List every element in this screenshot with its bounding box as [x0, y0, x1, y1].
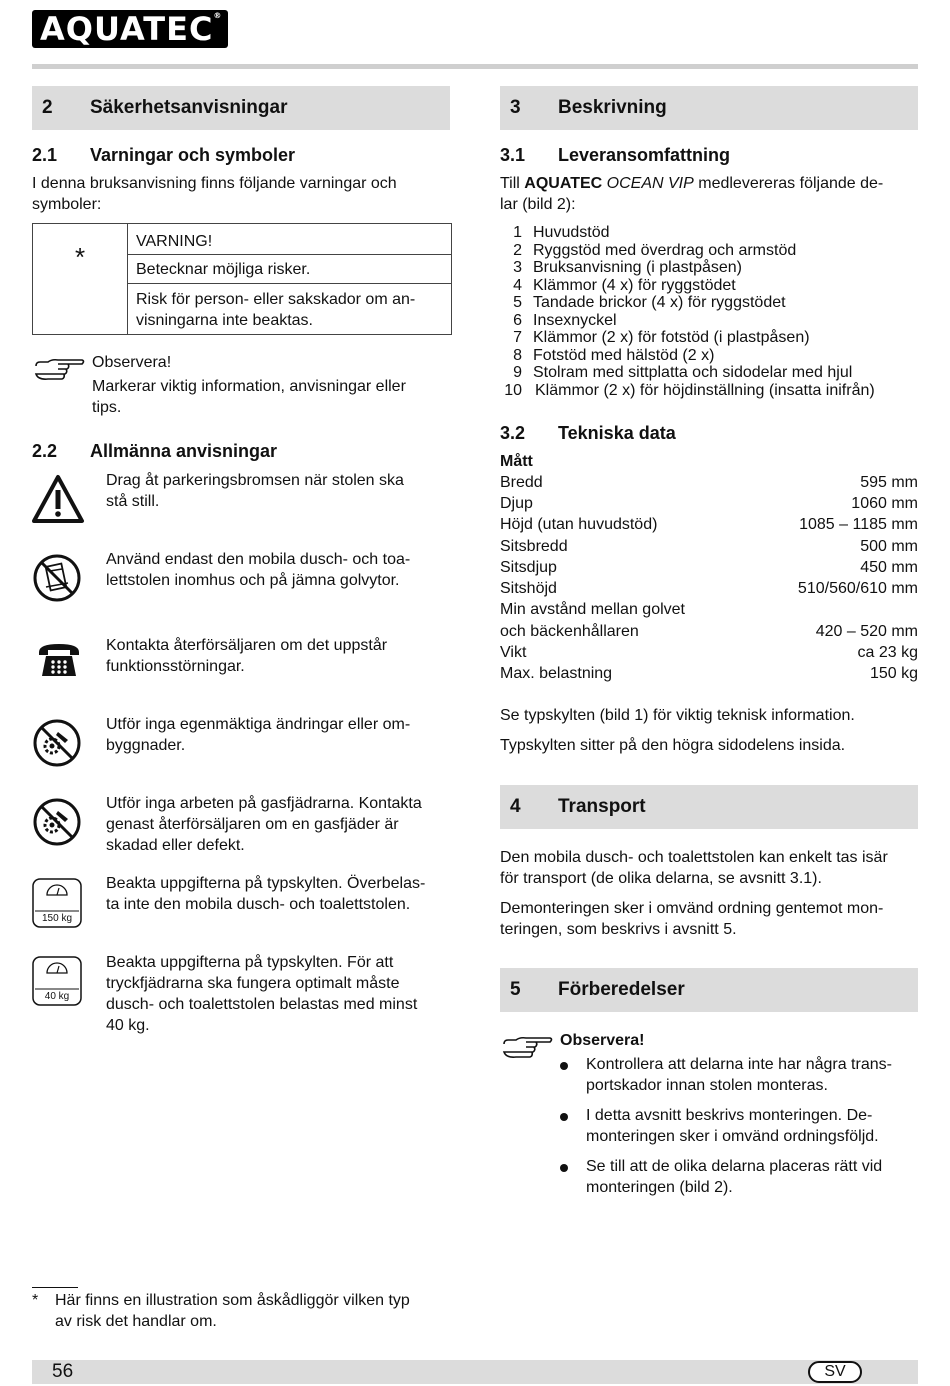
table-row: och bäckenhållaren 420 – 520 mm — [500, 623, 918, 640]
footnote-mark: * — [32, 1292, 39, 1309]
item-parking-brake: Drag åt parkeringsbromsen när stolen ska stå still. — [106, 472, 404, 510]
specs-heading: Mått — [500, 453, 533, 470]
list-item: 10 Klämmor (2 x) för höjdinställning (insatta inifrån) — [504, 381, 875, 399]
prep-note-title: Observera! — [560, 1032, 645, 1049]
no-gas-spring-work-icon — [32, 797, 82, 847]
item-no-gas-spring-work: Utför inga arbeten på gasfjädrarna. Kontakta genast återförsäljaren om en gasfjäder är skadad eller defekt. — [106, 795, 422, 854]
item-overload-warning: Beakta uppgifterna på typskylten. Överbelas- ta inte den mobila dusch- och toalettstolen. — [106, 875, 426, 913]
list-item: 4 Klämmor (4 x) för ryggstödet — [513, 276, 736, 294]
table-row: Bredd 595 mm — [500, 474, 918, 491]
transport-paragraph-2: Demonteringen sker i omvänd ordning gentemot mon- teringen, som beskrivs i avsnitt 5. — [500, 900, 884, 938]
table-row: Sitsdjup 450 mm — [500, 559, 918, 576]
list-item: 9 Stolram med sittplatta och sidodelar med hjul — [513, 364, 853, 381]
section-3-2-heading: 3.2 Tekniska data — [500, 423, 676, 443]
list-item: 1 Huvudstöd — [513, 224, 610, 241]
section-3-heading: 3 Beskrivning — [500, 86, 918, 130]
typeplate-location: Typskylten sitter på den högra sidodelens insida. — [500, 737, 846, 754]
no-outdoor-use-icon — [32, 553, 82, 603]
warning-line2: Risk för person- eller sakskador om an- visningarna inte beaktas. — [136, 291, 416, 329]
aquatec-logo: AQUATEC® — [32, 10, 228, 48]
transport-paragraph-1: Den mobila dusch- och toalettstolen kan enkelt tas isär för transport (de olika delarna, se avsnitt 3.1). — [500, 849, 888, 887]
item-contact-dealer: Kontakta återförsäljaren om det uppstår funktionsstörningar. — [106, 637, 388, 675]
section-2-1-intro: I denna bruksanvisning finns följande varningar och symboler: — [32, 175, 397, 213]
section-3-1-intro: Till AQUATEC OCEAN VIP medlevereras följande de- lar (bild 2): — [500, 175, 884, 213]
section-2-2-heading: 2.2 Allmänna anvisningar — [32, 441, 278, 461]
language-badge: SV — [808, 1361, 862, 1383]
warning-symbol: * — [75, 242, 86, 272]
table-row: Sitshöjd 510/560/610 mm — [500, 580, 918, 597]
header-divider — [32, 64, 918, 69]
section-2-heading: 2 Säkerhetsanvisningar — [32, 86, 450, 130]
item-indoor-use: Använd endast den mobila dusch- och toa- lettstolen inomhus och på jämna golvytor. — [106, 551, 411, 589]
note-text: Markerar viktig information, anvisningar eller tips. — [92, 378, 406, 416]
pointing-hand-icon — [502, 1034, 554, 1064]
section-2-1-heading: 2.1 Varningar och symboler — [32, 145, 296, 165]
list-item: 5 Tandade brickor (4 x) för ryggstödet — [513, 294, 786, 311]
telephone-icon — [36, 640, 82, 678]
footer-bar — [32, 1360, 918, 1384]
note-title: Observera! — [92, 354, 172, 371]
section-4-heading: 4 Transport — [500, 785, 918, 829]
scale-40kg-icon: 40 kg — [32, 956, 82, 1006]
section-5-heading: 5 Förberedelser — [500, 968, 918, 1012]
table-row: Höjd (utan huvudstöd) 1085 – 1185 mm — [500, 516, 918, 533]
list-item: 2 Ryggstöd med överdrag och armstöd — [513, 241, 797, 259]
warning-title: VARNING! — [136, 233, 213, 250]
item-no-modifications: Utför inga egenmäktiga ändringar eller om- byggnader. — [106, 716, 411, 754]
no-modifications-icon — [32, 718, 82, 768]
list-item: 7 Klämmor (2 x) för fotstöd (i plastpåsen) — [513, 329, 810, 346]
typeplate-note: Se typskylten (bild 1) för viktig teknisk information. — [500, 707, 855, 724]
item-minimum-load: Beakta uppgifterna på typskylten. För att tryckfjädrarna ska fungera optimalt måste dusch- och toalettstolen belastas med minst 40 kg. — [106, 954, 418, 1034]
pointing-hand-icon — [34, 356, 86, 386]
page-number: 56 — [52, 1361, 74, 1382]
footnote-text: Här finns en illustration som åskådliggör vilken typ av risk det handlar om. — [55, 1292, 410, 1330]
warning-box — [32, 223, 452, 335]
table-row: Vikt ca 23 kg — [500, 644, 918, 661]
table-row: Min avstånd mellan golvet — [500, 601, 685, 618]
table-row: Max. belastning 150 kg — [500, 665, 918, 682]
warning-line1: Betecknar möjliga risker. — [136, 261, 311, 278]
list-item: 3 Bruksanvisning (i plastpåsen) — [513, 259, 742, 276]
warning-triangle-icon — [31, 474, 85, 524]
list-item: 8 Fotstöd med hälstöd (2 x) — [513, 346, 715, 364]
list-item: 6 Insexnyckel — [513, 311, 617, 329]
footnote-rule — [32, 1287, 78, 1288]
section-3-1-heading: 3.1 Leveransomfattning — [500, 145, 731, 165]
table-row: Sitsbredd 500 mm — [500, 538, 918, 555]
table-row: Djup 1060 mm — [500, 495, 918, 512]
scale-150kg-icon: 150 kg — [32, 878, 82, 928]
